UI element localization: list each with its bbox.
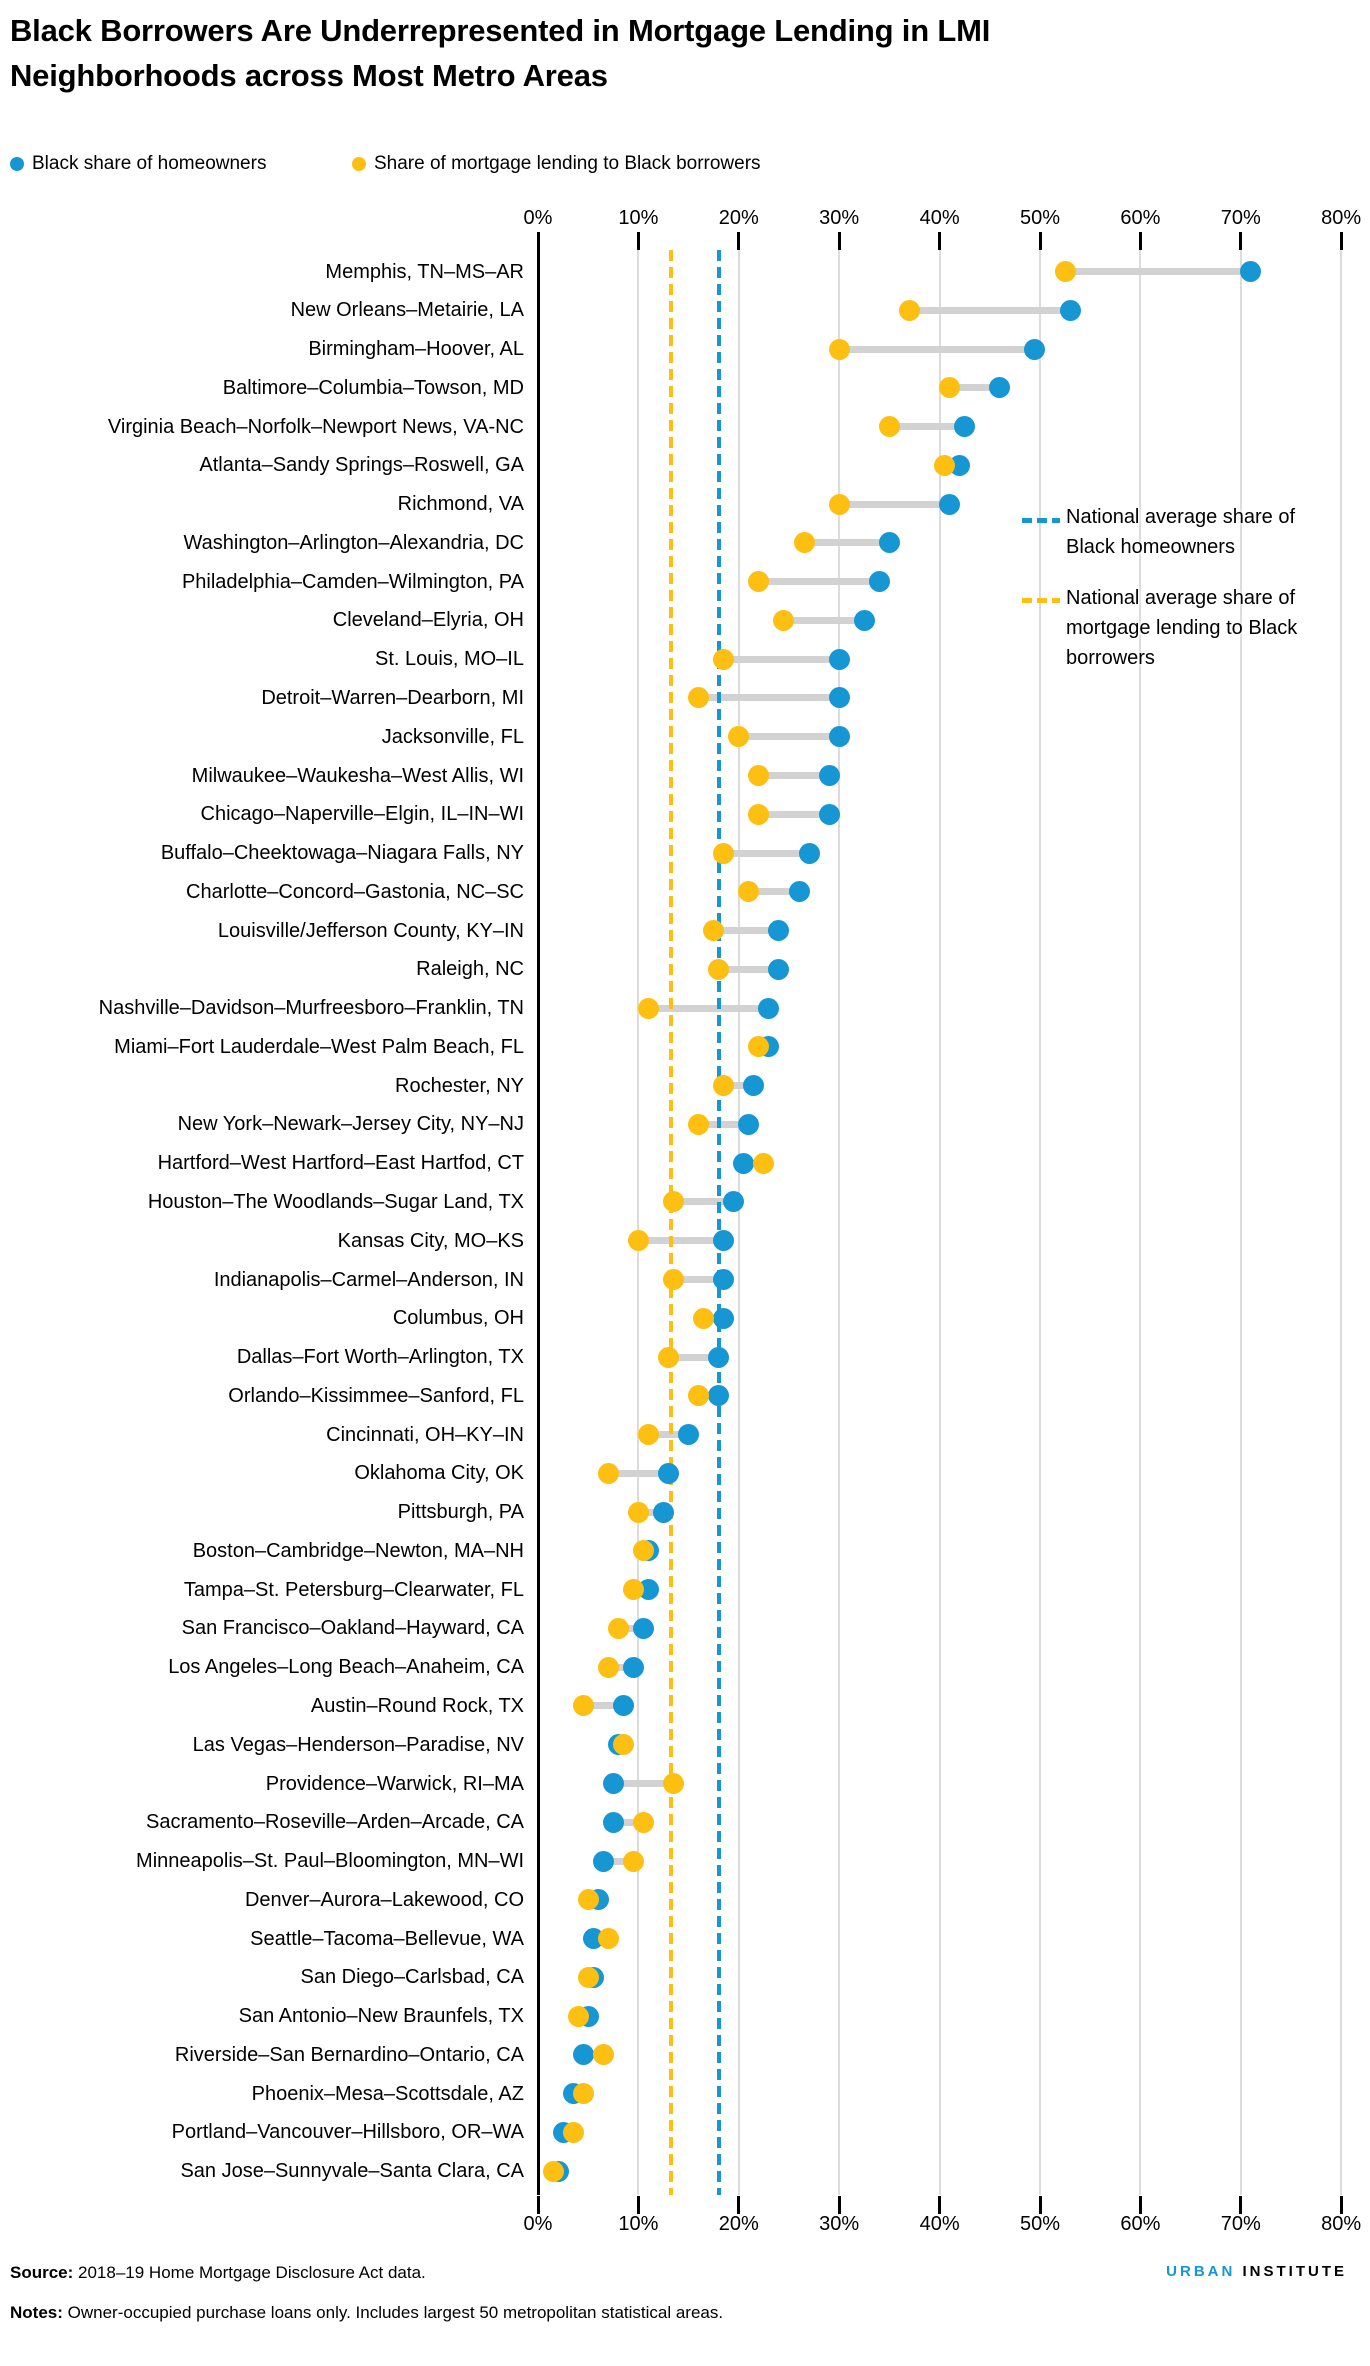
homeowners-dot: [713, 1269, 734, 1290]
lending-dot: [703, 920, 724, 941]
homeowners-dot: [623, 1657, 644, 1678]
x-axis-label-top: 10%: [618, 207, 659, 229]
lending-dot: [688, 1114, 709, 1135]
metro-label: St. Louis, MO–IL: [375, 648, 524, 671]
x-axis-tick-top: [938, 232, 941, 250]
lending-average-dash-icon: [1022, 598, 1060, 603]
metro-label: Cleveland–Elyria, OH: [332, 609, 524, 632]
metro-label: Chicago–Naperville–Elgin, IL–IN–WI: [200, 803, 524, 826]
x-axis-label-top: 40%: [919, 207, 960, 229]
lending-legend-label: Share of mortgage lending to Black borrowers: [374, 153, 761, 174]
lending-dot: [753, 1153, 774, 1174]
gridline: [1039, 250, 1041, 2195]
y-axis-line: [537, 250, 540, 2195]
lending-dot: [713, 649, 734, 670]
homeowners-dot: [1240, 261, 1261, 282]
metro-label: Pittsburgh, PA: [397, 1501, 524, 1524]
logo-urban: URBAN: [1166, 2263, 1236, 2280]
lending-dot: [829, 339, 850, 360]
homeowners-dot: [829, 726, 850, 747]
chart-title: Black Borrowers Are Underrepresented in Mortgage Lending in LMI Neighborhoods across Most Metro Areas: [10, 13, 991, 93]
lending-dot: [794, 532, 815, 553]
lending-dot: [623, 1851, 644, 1872]
lending-dot: [939, 377, 960, 398]
lending-average-note: National average share of mortgage lending to Black borrowers: [1066, 587, 1298, 669]
lending-dot: [598, 1657, 619, 1678]
homeowners-dot: [708, 1347, 729, 1368]
lending-dot: [638, 998, 659, 1019]
homeowners-dot: [613, 1695, 634, 1716]
x-axis-label-top: 30%: [819, 207, 860, 229]
x-axis-tick-top: [1039, 232, 1042, 250]
metro-label: Nashville–Davidson–Murfreesboro–Franklin, TN: [98, 997, 524, 1020]
lending-dot: [633, 1812, 654, 1833]
metro-label: Minneapolis–St. Paul–Bloomington, MN–WI: [136, 1850, 524, 1873]
homeowners-dot: [768, 920, 789, 941]
x-axis-tick-top: [737, 232, 740, 250]
metro-label: Las Vegas–Henderson–Paradise, NV: [192, 1733, 524, 1756]
x-axis-label-bottom: 0%: [523, 2213, 553, 2235]
x-axis-label-bottom: 40%: [919, 2213, 960, 2235]
lending-average-line: [669, 250, 673, 2195]
metro-label: Birmingham–Hoover, AL: [308, 338, 524, 361]
lending-dot: [663, 1773, 684, 1794]
gridline: [637, 250, 639, 2195]
x-axis-tick-top: [838, 232, 841, 250]
metro-label: Indianapolis–Carmel–Anderson, IN: [213, 1268, 524, 1291]
x-axis-label-bottom: 60%: [1120, 2213, 1161, 2235]
lending-dot: [658, 1347, 679, 1368]
metro-label: Portland–Vancouver–Hillsboro, OR–WA: [171, 2121, 524, 2144]
homeowners-dot: [829, 649, 850, 670]
lending-dot: [578, 1889, 599, 1910]
lending-dot: [578, 1967, 599, 1988]
metro-label: Cincinnati, OH–KY–IN: [326, 1423, 524, 1446]
homeowners-dot: [573, 2044, 594, 2065]
metro-label: Richmond, VA: [397, 493, 524, 516]
homeowners-dot: [854, 610, 875, 631]
lending-dot: [613, 1734, 634, 1755]
lending-dot: [568, 2006, 589, 2027]
lending-dot: [934, 455, 955, 476]
lending-dot: [623, 1579, 644, 1600]
x-axis-label-top: 70%: [1220, 207, 1261, 229]
x-axis-label-top: 0%: [523, 207, 553, 229]
metro-label: Austin–Round Rock, TX: [310, 1694, 524, 1717]
metro-label: Tampa–St. Petersburg–Clearwater, FL: [183, 1578, 524, 1601]
metro-label: Buffalo–Cheektowaga–Niagara Falls, NY: [160, 842, 524, 865]
homeowners-dot: [603, 1812, 624, 1833]
lending-dot: [693, 1308, 714, 1329]
homeowners-average-note: National average share of Black homeowners: [1066, 506, 1296, 558]
lending-dot: [748, 804, 769, 825]
lending-dot: [773, 610, 794, 631]
metro-label: Louisville/Jefferson County, KY–IN: [217, 919, 524, 942]
gap-connector: [839, 346, 1035, 353]
source-line: [10, 2263, 426, 2283]
x-axis-tick-top: [1139, 232, 1142, 250]
gridline: [1340, 250, 1342, 2195]
metro-label: Kansas City, MO–KS: [337, 1229, 524, 1252]
gridline: [738, 250, 740, 2195]
metro-label: Providence–Warwick, RI–MA: [265, 1772, 524, 1795]
homeowners-dot: [939, 494, 960, 515]
homeowners-dot: [713, 1308, 734, 1329]
metro-label: Hartford–West Hartford–East Hartfod, CT: [157, 1152, 524, 1175]
lending-dot: [628, 1230, 649, 1251]
metro-label: Seattle–Tacoma–Bellevue, WA: [250, 1927, 524, 1950]
lending-dot: [748, 571, 769, 592]
lending-dot: [708, 959, 729, 980]
homeowners-dot: [989, 377, 1010, 398]
metro-label: Atlanta–Sandy Springs–Roswell, GA: [199, 454, 524, 477]
homeowners-dot: [603, 1773, 624, 1794]
lending-dot: [688, 687, 709, 708]
metro-label: New Orleans–Metairie, LA: [290, 299, 524, 322]
lending-dot: [593, 2044, 614, 2065]
metro-label: Milwaukee–Waukesha–West Allis, WI: [191, 764, 524, 787]
x-axis-tick-top: [637, 232, 640, 250]
gap-connector: [759, 578, 879, 585]
homeowners-dot: [819, 804, 840, 825]
metro-label: New York–Newark–Jersey City, NY–NJ: [177, 1113, 524, 1136]
notes-line: [10, 2303, 723, 2323]
metro-label: Washington–Arlington–Alexandria, DC: [183, 531, 524, 554]
lending-dot: [713, 1075, 734, 1096]
lending-dot: [638, 1424, 659, 1445]
lending-dot: [713, 843, 734, 864]
lending-dot: [608, 1618, 629, 1639]
homeowners-dot: [819, 765, 840, 786]
lending-dot: [598, 1463, 619, 1484]
x-axis-label-bottom: 10%: [618, 2213, 659, 2235]
lending-dot: [663, 1269, 684, 1290]
homeowners-dot: [593, 1851, 614, 1872]
metro-label: Houston–The Woodlands–Sugar Land, TX: [147, 1190, 524, 1213]
metro-label: Charlotte–Concord–Gastonia, NC–SC: [186, 880, 524, 903]
metro-label: Miami–Fort Lauderdale–West Palm Beach, FL: [114, 1035, 524, 1058]
homeowners-dot: [713, 1230, 734, 1251]
gap-connector: [839, 501, 949, 508]
metro-label: Riverside–San Bernardino–Ontario, CA: [174, 2043, 524, 2066]
lending-dot: [829, 494, 850, 515]
logo-institute: INSTITUTE: [1242, 2263, 1347, 2280]
gap-connector: [724, 656, 839, 663]
homeowners-dot: [738, 1114, 759, 1135]
metro-label: Memphis, TN–MS–AR: [325, 260, 524, 283]
x-axis-label-top: 60%: [1120, 207, 1161, 229]
homeowners-dot: [723, 1191, 744, 1212]
x-axis-label-top: 80%: [1321, 207, 1362, 229]
urban-institute-logo: [1166, 2263, 1347, 2280]
homeowners-dot: [829, 687, 850, 708]
metro-label: San Jose–Sunnyvale–Santa Clara, CA: [180, 2160, 524, 2183]
notes-text: Owner-occupied purchase loans only. Includes largest 50 metropolitan statistical areas.: [62, 2303, 724, 2322]
x-axis-label-bottom: 70%: [1220, 2213, 1261, 2235]
homeowners-dot: [678, 1424, 699, 1445]
homeowners-dot: [799, 843, 820, 864]
homeowners-dot: [1060, 300, 1081, 321]
gap-connector: [648, 1005, 768, 1012]
notes-label: Notes:: [10, 2303, 63, 2322]
metro-label: Rochester, NY: [395, 1074, 524, 1097]
homeowners-dot: [658, 1463, 679, 1484]
metro-label: Virginia Beach–Norfolk–Newport News, VA-NC: [107, 415, 524, 438]
homeowners-dot: [708, 1385, 729, 1406]
lending-dot: [738, 881, 759, 902]
x-axis-tick-top: [1239, 232, 1242, 250]
gap-connector: [784, 617, 864, 624]
lending-dot: [543, 2161, 564, 2182]
metro-label: Jacksonville, FL: [381, 725, 524, 748]
gap-connector: [739, 733, 839, 740]
homeowners-dot: [743, 1075, 764, 1096]
x-axis-label-bottom: 30%: [819, 2213, 860, 2235]
metro-label: Raleigh, NC: [416, 958, 524, 981]
gap-connector: [724, 850, 809, 857]
lending-dot: [628, 1502, 649, 1523]
homeowners-dot: [954, 416, 975, 437]
metro-label: Baltimore–Columbia–Towson, MD: [222, 376, 524, 399]
gap-connector: [1065, 268, 1251, 275]
lending-dot: [563, 2122, 584, 2143]
metro-label: Detroit–Warren–Dearborn, MI: [261, 686, 524, 709]
lending-dot: [748, 765, 769, 786]
metro-label: Dallas–Fort Worth–Arlington, TX: [236, 1346, 524, 1369]
homeowners-dot: [869, 571, 890, 592]
source-label: Source:: [10, 2263, 74, 2282]
gap-connector: [909, 307, 1070, 314]
lending-dot: [879, 416, 900, 437]
homeowners-dot: [1024, 339, 1045, 360]
gap-connector: [804, 539, 889, 546]
metro-label: Los Angeles–Long Beach–Anaheim, CA: [168, 1656, 524, 1679]
metro-label: San Diego–Carlsbad, CA: [300, 1966, 524, 1989]
homeowners-dot: [879, 532, 900, 553]
metro-label: Boston–Cambridge–Newton, MA–NH: [192, 1539, 524, 1562]
x-axis-tick-top: [1340, 232, 1343, 250]
homeowners-dot: [653, 1502, 674, 1523]
homeowners-average-dash-icon: [1022, 518, 1060, 523]
metro-label: Orlando–Kissimmee–Sanford, FL: [228, 1384, 524, 1407]
gridline: [939, 250, 941, 2195]
lending-dot: [573, 2083, 594, 2104]
x-axis-tick-top: [537, 232, 540, 250]
homeowners-legend-label: Black share of homeowners: [32, 153, 267, 174]
lending-dot: [573, 1695, 594, 1716]
metro-label: Columbus, OH: [392, 1307, 524, 1330]
metro-label: San Antonio–New Braunfels, TX: [238, 2005, 524, 2028]
metro-label: Phoenix–Mesa–Scottsdale, AZ: [251, 2082, 524, 2105]
metro-label: Sacramento–Roseville–Arden–Arcade, CA: [146, 1811, 524, 1834]
gap-connector: [638, 1237, 723, 1244]
lending-dot: [688, 1385, 709, 1406]
lending-dot: [1055, 261, 1076, 282]
homeowners-average-line: [717, 250, 721, 2195]
homeowners-dot: [768, 959, 789, 980]
homeowners-dot: [789, 881, 810, 902]
x-axis-label-top: 50%: [1019, 207, 1061, 229]
metro-label: Oklahoma City, OK: [354, 1462, 524, 1485]
x-axis-label-bottom: 20%: [718, 2213, 759, 2235]
lending-dot: [663, 1191, 684, 1212]
metro-label: Philadelphia–Camden–Wilmington, PA: [181, 570, 524, 593]
lending-dot: [899, 300, 920, 321]
metro-label: San Francisco–Oakland–Hayward, CA: [181, 1617, 524, 1640]
metro-label: Denver–Aurora–Lakewood, CO: [244, 1888, 524, 1911]
homeowners-dot: [633, 1618, 654, 1639]
homeowners-dot: [758, 998, 779, 1019]
x-axis-label-bottom: 50%: [1019, 2213, 1061, 2235]
homeowners-dot: [733, 1153, 754, 1174]
x-axis-label-bottom: 80%: [1321, 2213, 1362, 2235]
lending-dot: [728, 726, 749, 747]
source-text: 2018–19 Home Mortgage Disclosure Act data.: [73, 2263, 426, 2282]
lending-dot: [598, 1928, 619, 1949]
x-axis-label-top: 20%: [718, 207, 759, 229]
